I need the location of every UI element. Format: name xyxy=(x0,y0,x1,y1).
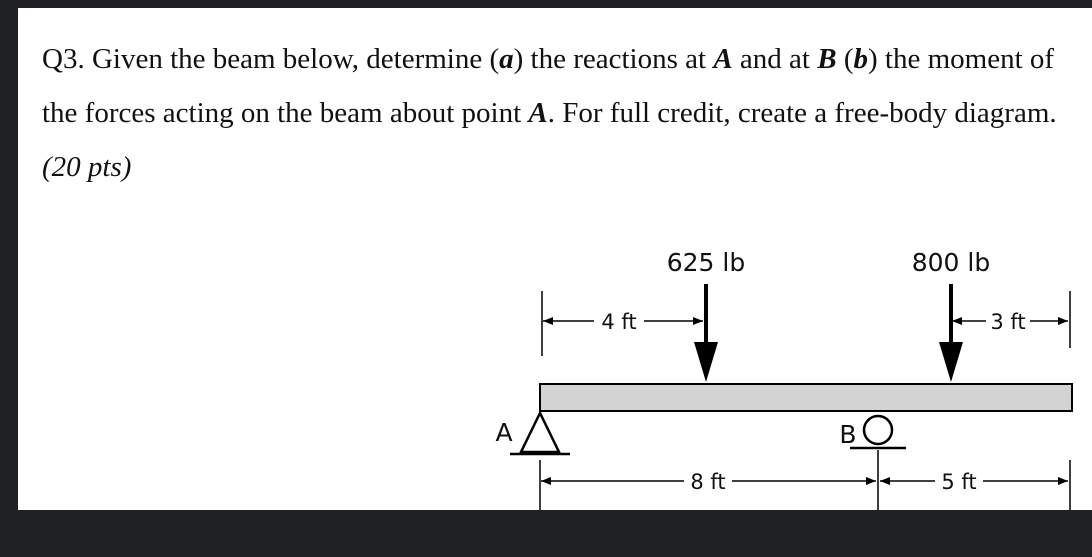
load-arrow-head xyxy=(939,342,963,382)
beam xyxy=(540,384,1072,411)
question-text-part: ) the reactions at xyxy=(513,43,714,75)
dim-4ft-label: 4 ft xyxy=(601,310,637,334)
points-label: (20 pts) xyxy=(42,151,132,183)
load-800-label: 800 lb xyxy=(911,248,991,277)
point-a-label: A xyxy=(528,97,548,129)
question-prefix: Q3. Given the beam below, determine ( xyxy=(42,43,500,75)
part-b-label: b xyxy=(853,43,868,75)
load-arrow-head xyxy=(694,342,718,382)
roller-support-icon xyxy=(864,416,892,444)
point-a-label: A xyxy=(713,43,733,75)
support-a-label: A xyxy=(495,418,513,447)
beam-diagram xyxy=(18,8,1092,510)
question-text-part: ( xyxy=(836,43,854,75)
part-a-label: a xyxy=(499,43,514,75)
pin-support-icon xyxy=(521,413,559,452)
question-text-part: . For full credit, create a free-body diagram. xyxy=(547,97,1057,129)
point-b-label: B xyxy=(817,43,837,75)
question-text-part: ) the moment of the forces acting on the beam about point xyxy=(42,43,1055,129)
dim-8ft-label: 8 ft xyxy=(690,470,726,494)
dim-5ft-label: 5 ft xyxy=(941,470,977,494)
dim-3ft-label: 3 ft xyxy=(990,310,1026,334)
load-625-label: 625 lb xyxy=(666,248,746,277)
question-card xyxy=(18,8,1092,510)
support-b-label: B xyxy=(839,420,857,449)
question-text-part: and at xyxy=(732,43,818,75)
